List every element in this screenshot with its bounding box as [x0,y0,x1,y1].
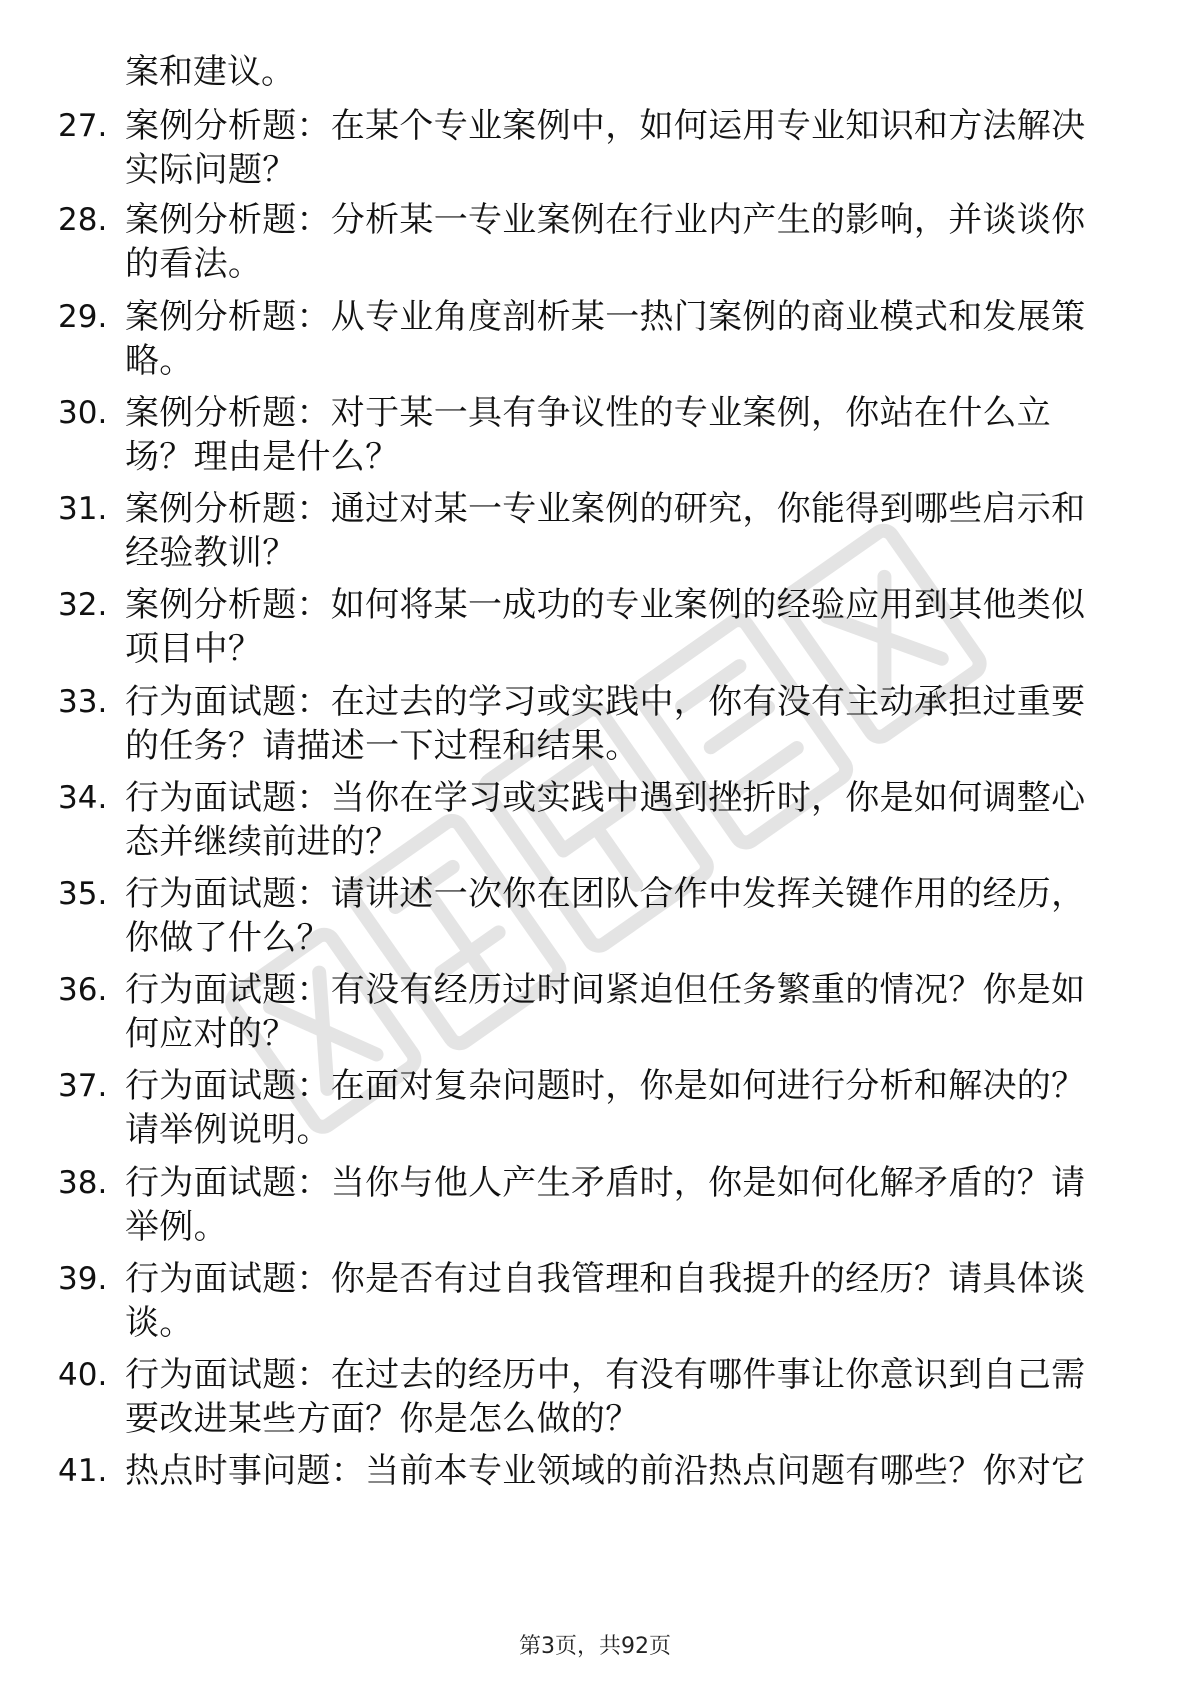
question-text: 案例分析题：如何将某一成功的专业案例的经验应用到其他类似 项目中？ [125,585,1086,669]
question-text: 行为面试题：请讲述一次你在团队合作中发挥关键作用的经历， 你做了什么？ [125,874,1086,958]
question-item-28 [0,198,1190,288]
question-item-30 [0,391,1190,481]
question-item-36 [0,968,1190,1058]
question-text: 案例分析题：分析某一专业案例在行业内产生的影响，并谈谈你 的看法。 [125,200,1086,284]
question-number: 37. [58,1068,108,1104]
question-number: 35. [58,876,108,912]
question-item-29 [0,295,1190,385]
question-text: 行为面试题：有没有经历过时间紧迫但任务繁重的情况？你是如 何应对的？ [125,970,1086,1054]
question-item-41 [0,1449,1190,1539]
question-item-37 [0,1064,1190,1154]
question-item-33 [0,680,1190,770]
question-number: 28. [58,202,108,238]
question-item-39 [0,1257,1190,1347]
question-number: 40. [58,1357,108,1393]
question-number: 38. [58,1165,108,1201]
question-item-38 [0,1161,1190,1251]
question-text: 案例分析题：通过对某一专业案例的研究，你能得到哪些启示和 经验教训？ [125,489,1086,573]
question-text: 行为面试题：当你在学习或实践中遇到挫折时，你是如何调整心 态并继续前进的？ [125,778,1086,862]
question-number: 27. [58,108,108,144]
question-text: 行为面试题：在过去的经历中，有没有哪件事让你意识到自己需 要改进某些方面？你是怎么做的？ [125,1355,1086,1439]
question-text: 案例分析题：从专业角度剖析某一热门案例的商业模式和发展策 略。 [125,297,1086,381]
question-text: 热点时事问题：当前本专业领域的前沿热点问题有哪些？你对它 [125,1451,1086,1491]
question-item-35 [0,872,1190,962]
question-text: 行为面试题：当你与他人产生矛盾时，你是如何化解矛盾的？请 举例。 [125,1163,1086,1247]
question-number: 32. [58,587,108,623]
question-text: 行为面试题：在面对复杂问题时，你是如何进行分析和解决的？ 请举例说明。 [125,1066,1086,1150]
continued-text: 案和建议。 [125,52,295,92]
question-number: 39. [58,1261,108,1297]
question-text: 案例分析题：在某个专业案例中，如何运用专业知识和方法解决 实际问题？ [125,106,1086,190]
question-text: 行为面试题：你是否有过自我管理和自我提升的经历？请具体谈 谈。 [125,1259,1086,1343]
question-number: 29. [58,299,108,335]
question-item-32 [0,583,1190,673]
question-item-40 [0,1353,1190,1443]
question-number: 41. [58,1453,108,1489]
page-footer: 第3页，共92页 [519,1634,671,1659]
question-number: 30. [58,395,108,431]
question-text: 案例分析题：对于某一具有争议性的专业案例，你站在什么立 场？理由是什么？ [125,393,1052,477]
question-number: 33. [58,684,108,720]
question-number: 36. [58,972,108,1008]
question-item-27 [0,104,1190,194]
question-number: 31. [58,491,108,527]
question-item-31 [0,487,1190,577]
question-item-34 [0,776,1190,866]
question-number: 34. [58,780,108,816]
question-text: 行为面试题：在过去的学习或实践中，你有没有主动承担过重要 的任务？请描述一下过程和结果。 [125,682,1086,766]
